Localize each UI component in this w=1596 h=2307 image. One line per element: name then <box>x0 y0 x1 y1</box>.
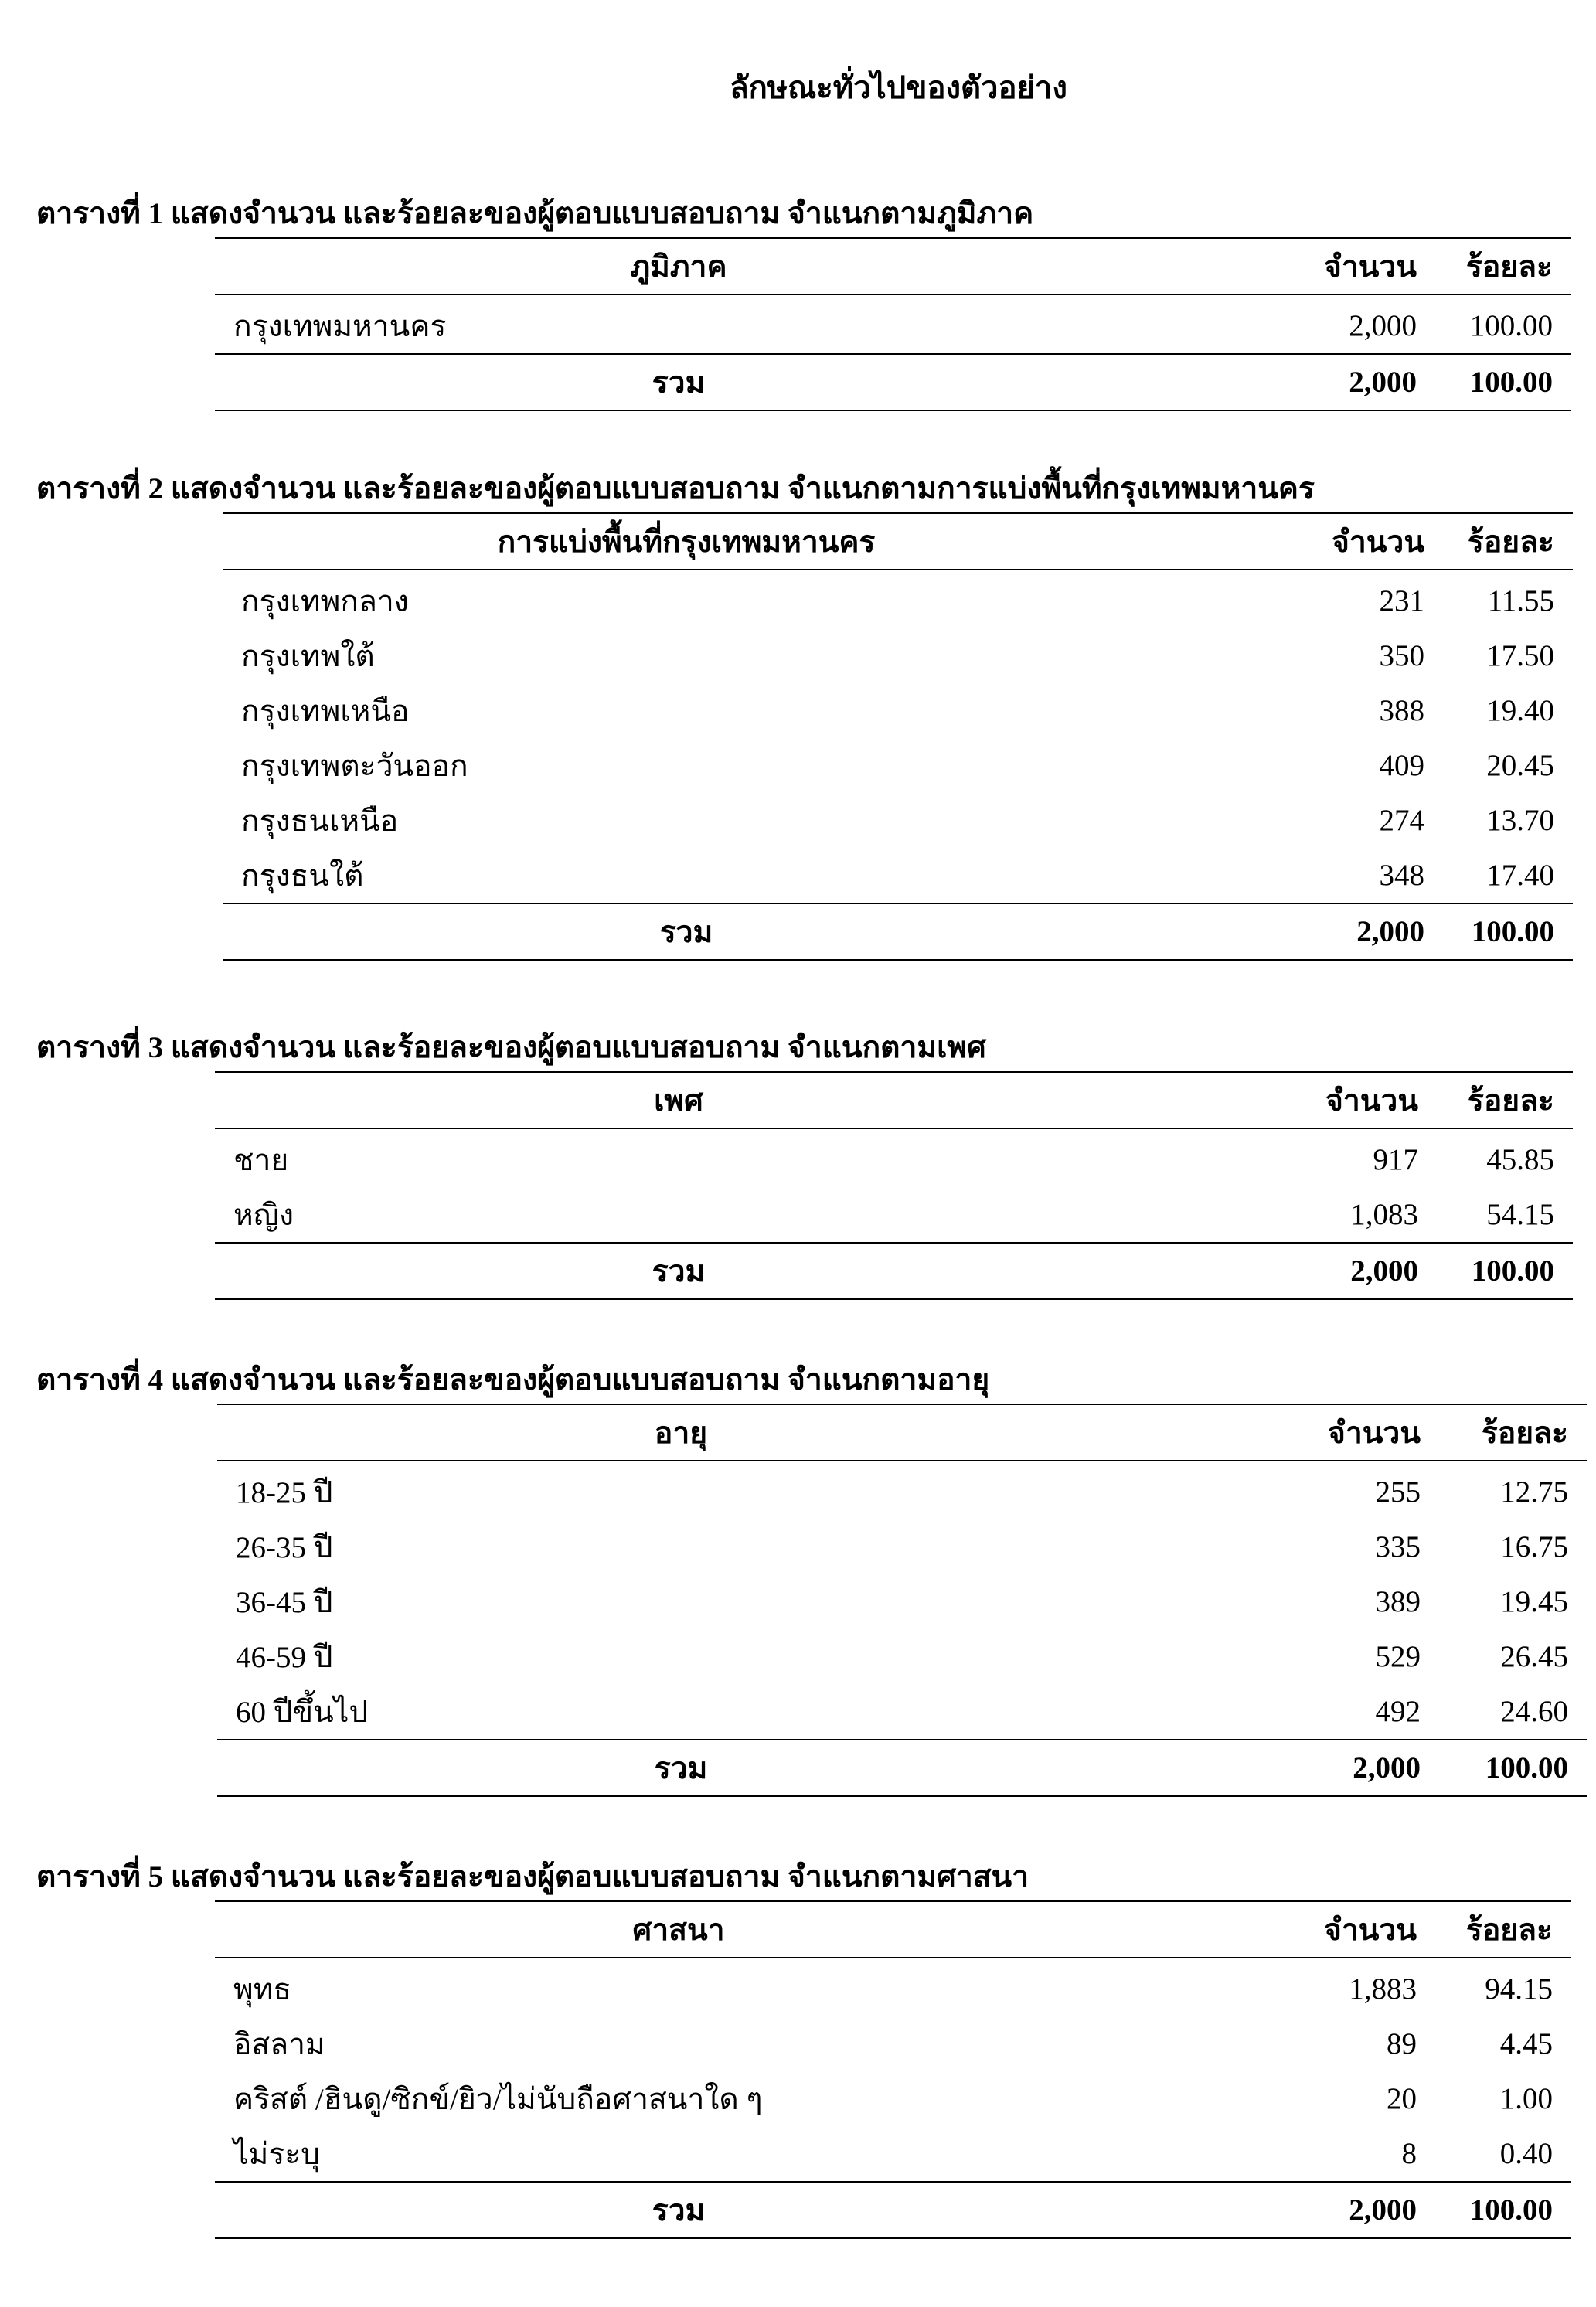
row-count: 1,083 <box>1350 1198 1418 1231</box>
row-count: 231 <box>1379 584 1424 618</box>
row-percent: 12.75 <box>1500 1475 1568 1509</box>
total-percent: 100.00 <box>1469 2193 1553 2227</box>
table-2-caption: ตารางที่ 2 แสดงจำนวน และร้อยละของผู้ตอบแบบสอบถาม จำแนกตามการแบ่งพื้นที่กรุงเทพมหานคร <box>36 472 1315 505</box>
column-header-percent: ร้อยละ <box>1467 525 1554 559</box>
table-header-row <box>215 1901 1571 1958</box>
table-row <box>215 1958 1571 2016</box>
row-percent: 24.60 <box>1500 1695 1568 1728</box>
row-percent: 1.00 <box>1499 2082 1553 2115</box>
table-row <box>215 1187 1573 1243</box>
column-header-category: เพศ <box>654 1084 703 1118</box>
table-header-row <box>215 238 1571 294</box>
column-header-category: การแบ่งพื้นที่กรุงเทพมหานคร <box>497 525 876 559</box>
row-count: 389 <box>1375 1585 1421 1618</box>
row-percent: 16.75 <box>1500 1530 1568 1564</box>
row-label: หญิง <box>233 1198 294 1232</box>
column-header-percent: ร้อยละ <box>1465 1913 1553 1947</box>
table-row <box>223 793 1573 848</box>
table-row <box>215 2126 1571 2182</box>
row-label: กรุงธนใต้ <box>241 859 364 893</box>
row-percent: 94.15 <box>1485 1972 1553 2006</box>
table-4 <box>217 1404 1587 1797</box>
row-label: กรุงเทพใต้ <box>241 639 375 673</box>
row-label: 36-45 ปี <box>236 1585 333 1619</box>
table-row <box>215 2016 1571 2071</box>
row-label: ชาย <box>233 1143 289 1177</box>
row-count: 492 <box>1375 1695 1421 1728</box>
row-label: กรุงเทพมหานคร <box>233 309 447 343</box>
column-header-count: จำนวน <box>1332 525 1424 559</box>
table-row <box>215 2071 1571 2126</box>
table-total-row <box>217 1740 1587 1796</box>
table-row <box>223 683 1573 738</box>
total-label: รวม <box>659 915 713 949</box>
row-percent: 20.45 <box>1486 749 1554 782</box>
row-percent: 19.40 <box>1486 694 1554 727</box>
total-count: 2,000 <box>1349 2193 1417 2227</box>
row-percent: 54.15 <box>1486 1198 1554 1231</box>
row-count: 917 <box>1373 1143 1418 1176</box>
row-count: 335 <box>1375 1530 1421 1564</box>
row-count: 274 <box>1379 804 1424 837</box>
row-label: กรุงธนเหนือ <box>241 804 399 838</box>
row-percent: 100.00 <box>1469 309 1553 342</box>
row-count: 529 <box>1375 1640 1421 1673</box>
table-row <box>217 1574 1587 1629</box>
row-count: 255 <box>1375 1475 1421 1509</box>
total-label: รวม <box>652 1254 706 1288</box>
table-3-caption: ตารางที่ 3 แสดงจำนวน และร้อยละของผู้ตอบแบบสอบถาม จำแนกตามเพศ <box>36 1031 986 1064</box>
total-percent: 100.00 <box>1471 915 1554 948</box>
row-percent: 17.50 <box>1486 639 1554 672</box>
page-title: ลักษณะทั่วไปของตัวอย่าง <box>730 70 1067 105</box>
row-percent: 45.85 <box>1486 1143 1554 1176</box>
table-row <box>217 1684 1587 1740</box>
table-header-row <box>217 1404 1587 1461</box>
total-percent: 100.00 <box>1471 1254 1554 1288</box>
column-header-percent: ร้อยละ <box>1465 250 1553 284</box>
row-label: คริสต์ /ฮินดู/ซิกข์/ยิว/ไม่นับถือศาสนาใด ๆ <box>233 2082 763 2116</box>
table-1 <box>215 237 1571 411</box>
table-row <box>223 628 1573 683</box>
total-count: 2,000 <box>1349 366 1417 399</box>
table-total-row <box>215 354 1571 410</box>
row-label: 60 ปีขึ้นไป <box>236 1695 369 1729</box>
row-count: 409 <box>1379 749 1424 782</box>
column-header-percent: ร้อยละ <box>1481 1416 1568 1450</box>
row-label: กรุงเทพเหนือ <box>241 694 410 728</box>
column-header-count: จำนวน <box>1328 1416 1421 1450</box>
row-label: กรุงเทพตะวันออก <box>241 749 468 783</box>
row-count: 1,883 <box>1349 1972 1417 2006</box>
total-percent: 100.00 <box>1485 1751 1568 1785</box>
total-label: รวม <box>654 1751 708 1785</box>
row-label: ไม่ระบุ <box>233 2137 320 2171</box>
table-row <box>217 1519 1587 1574</box>
table-5 <box>215 1900 1571 2239</box>
row-count: 388 <box>1379 694 1424 727</box>
table-2 <box>223 512 1573 961</box>
table-4-caption: ตารางที่ 4 แสดงจำนวน และร้อยละของผู้ตอบแบบสอบถาม จำแนกตามอายุ <box>36 1363 990 1397</box>
table-header-row <box>215 1072 1573 1128</box>
total-label: รวม <box>652 2193 706 2227</box>
row-count: 2,000 <box>1349 309 1417 342</box>
total-count: 2,000 <box>1353 1751 1421 1785</box>
row-percent: 13.70 <box>1486 804 1554 837</box>
table-header-row <box>223 513 1573 570</box>
table-row <box>223 848 1573 903</box>
table-row <box>215 1128 1573 1187</box>
row-label: กรุงเทพกลาง <box>241 584 409 618</box>
row-count: 20 <box>1387 2082 1417 2115</box>
table-row <box>223 570 1573 628</box>
column-header-category: ภูมิภาค <box>630 250 727 284</box>
column-header-category: อายุ <box>654 1416 708 1450</box>
table-3 <box>215 1071 1573 1300</box>
column-header-percent: ร้อยละ <box>1467 1084 1554 1118</box>
table-total-row <box>215 2182 1571 2238</box>
table-total-row <box>215 1243 1573 1299</box>
row-percent: 4.45 <box>1499 2027 1553 2060</box>
column-header-count: จำนวน <box>1325 1084 1418 1118</box>
row-percent: 0.40 <box>1499 2137 1553 2170</box>
row-percent: 17.40 <box>1486 859 1554 892</box>
table-row <box>223 738 1573 793</box>
row-label: 46-59 ปี <box>236 1640 333 1674</box>
row-percent: 26.45 <box>1500 1640 1568 1673</box>
row-label: 18-25 ปี <box>236 1475 333 1509</box>
table-row <box>217 1629 1587 1684</box>
row-label: 26-35 ปี <box>236 1530 333 1564</box>
table-row <box>215 294 1571 354</box>
total-percent: 100.00 <box>1469 366 1553 399</box>
row-count: 8 <box>1401 2137 1417 2170</box>
total-label: รวม <box>652 366 706 400</box>
row-count: 350 <box>1379 639 1424 672</box>
row-label: อิสลาม <box>233 2027 325 2061</box>
column-header-count: จำนวน <box>1324 250 1417 284</box>
row-percent: 19.45 <box>1500 1585 1568 1618</box>
column-header-count: จำนวน <box>1324 1913 1417 1947</box>
table-1-caption: ตารางที่ 1 แสดงจำนวน และร้อยละของผู้ตอบแบบสอบถาม จำแนกตามภูมิภาค <box>36 197 1034 230</box>
table-row <box>217 1461 1587 1519</box>
row-percent: 11.55 <box>1487 584 1554 618</box>
row-count: 89 <box>1387 2027 1417 2060</box>
total-count: 2,000 <box>1350 1254 1418 1288</box>
row-count: 348 <box>1379 859 1424 892</box>
table-5-caption: ตารางที่ 5 แสดงจำนวน และร้อยละของผู้ตอบแบบสอบถาม จำแนกตามศาสนา <box>36 1860 1029 1894</box>
total-count: 2,000 <box>1356 915 1424 948</box>
column-header-category: ศาสนา <box>632 1913 725 1947</box>
row-label: พุทธ <box>233 1972 292 2006</box>
table-total-row <box>223 903 1573 960</box>
